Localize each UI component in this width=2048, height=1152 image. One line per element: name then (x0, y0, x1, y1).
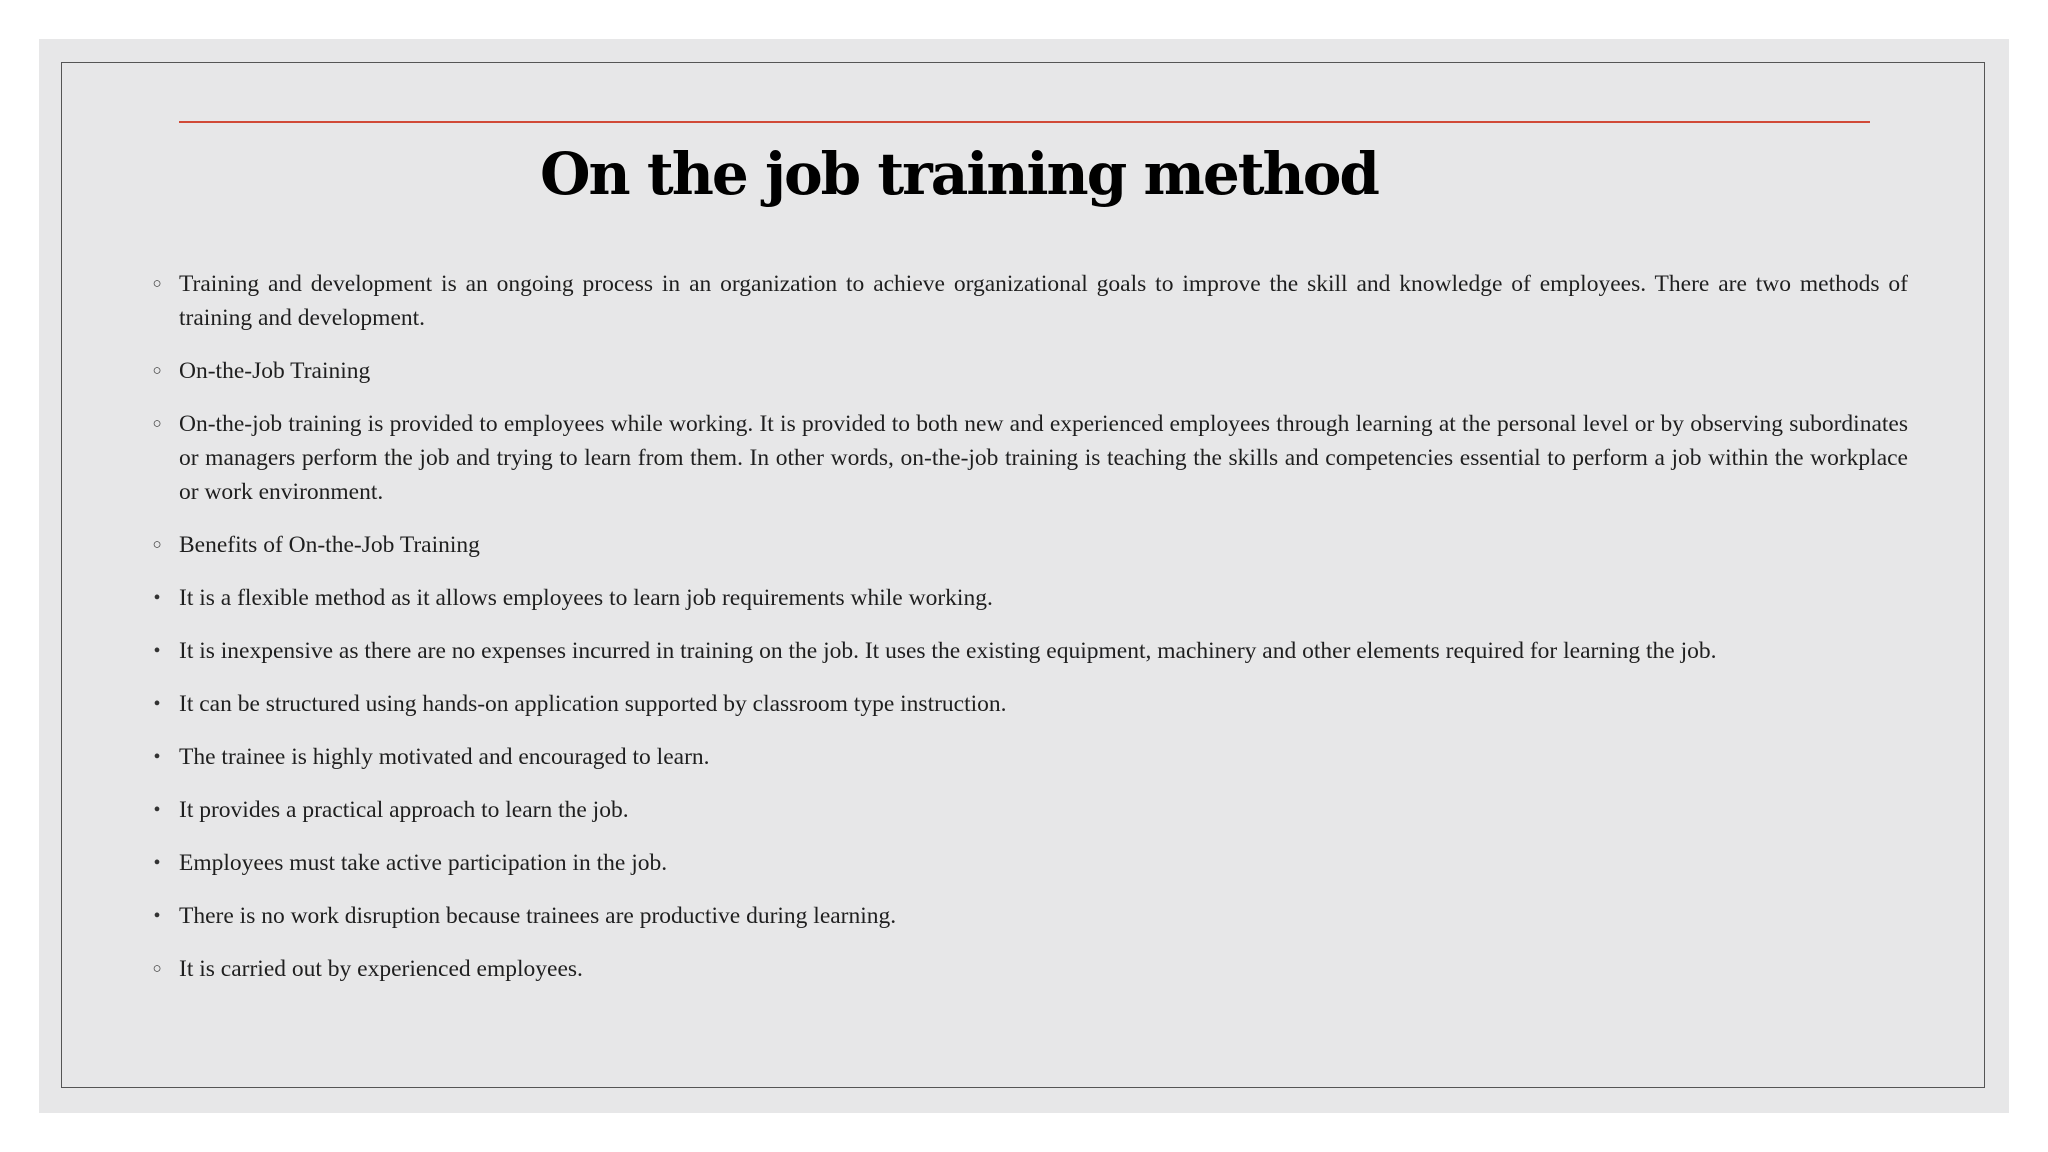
filled-dot-bullet-icon: • (153, 746, 161, 768)
slide (39, 39, 2009, 1113)
hollow-circle-bullet-icon: ○ (152, 363, 162, 379)
bullet-text: Training and development is an ongoing process in an organization to achieve organizational goals to improve the skill and knowledge of employees. There are two methods of training and development. (179, 271, 1908, 331)
bullet-text: Benefits of On-the-Job Training (179, 532, 480, 558)
bullet-text: It is inexpensive as there are no expenses incurred in training on the job. It uses the existing equipment, machinery and other elements required for learning the job. (179, 638, 1717, 664)
bullet-text: It provides a practical approach to learn the job. (179, 797, 629, 823)
bullet-item (153, 687, 1908, 721)
hollow-circle-bullet-icon: ○ (152, 276, 162, 292)
filled-dot-bullet-icon: • (153, 905, 161, 927)
bullet-item (152, 267, 1908, 335)
bullet-text: The trainee is highly motivated and encouraged to learn. (179, 744, 710, 770)
bullet-text: It is a flexible method as it allows employees to learn job requirements while working. (179, 585, 993, 611)
bullet-item (153, 899, 1908, 933)
filled-dot-bullet-icon: • (153, 799, 161, 821)
bullet-item (152, 952, 1908, 986)
bullet-item (152, 354, 1908, 388)
bullet-text: It is carried out by experienced employees. (179, 956, 583, 982)
bullet-item (153, 581, 1908, 615)
bullet-text: On-the-Job Training (179, 358, 371, 384)
bullet-item (153, 634, 1908, 668)
filled-dot-bullet-icon: • (153, 640, 161, 662)
bullet-item (153, 740, 1908, 774)
bullet-text: On-the-job training is provided to employees while working. It is provided to both new and experienced employees through learning at the personal level or by observing subordinates or managers perform the job and trying to learn from them. In other words, on-the-job training is teaching the skills and competencies essential to perform a job within the workplace or work environment. (179, 411, 1908, 505)
hollow-circle-bullet-icon: ○ (152, 416, 162, 432)
bullet-text: There is no work disruption because trainees are productive during learning. (179, 903, 897, 929)
hollow-circle-bullet-icon: ○ (152, 537, 162, 553)
filled-dot-bullet-icon: • (153, 693, 161, 715)
bullet-text: Employees must take active participation in the job. (179, 850, 668, 876)
slide-title: On the job training method (540, 140, 1378, 208)
bullet-list (152, 267, 1908, 1005)
bullet-item (152, 407, 1908, 509)
filled-dot-bullet-icon: • (153, 587, 161, 609)
bullet-item (153, 846, 1908, 880)
hollow-circle-bullet-icon: ○ (152, 961, 162, 977)
bullet-text: It can be structured using hands-on application supported by classroom type instruction. (179, 691, 1007, 717)
bullet-item (153, 793, 1908, 827)
filled-dot-bullet-icon: • (153, 852, 161, 874)
bullet-item (152, 528, 1908, 562)
title-accent-line (179, 121, 1870, 123)
